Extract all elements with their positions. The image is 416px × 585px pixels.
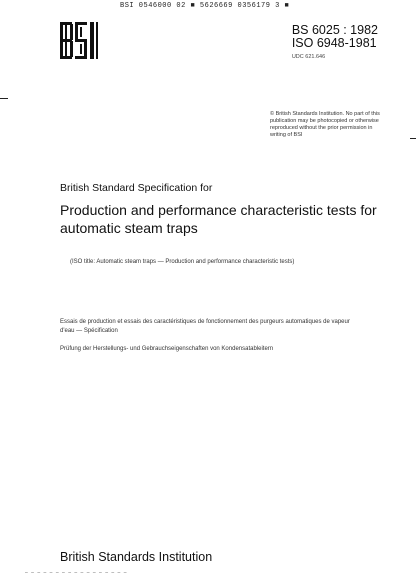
french-title: Essais de production et essais des caractéristiques de fonctionnement des purgeurs automatiques de vapeur d'eau — Spécification <box>60 319 350 334</box>
publisher-name: British Standards Institution <box>60 550 213 564</box>
catalog-header-line: BSI 0546000 02 ■ 5626669 0356179 3 ■ <box>120 2 290 10</box>
document-title: Production and performance characteristic tests for automatic steam traps <box>60 202 377 236</box>
bsi-logo-icon <box>60 22 100 59</box>
iso-number: ISO 6948-1981 <box>291 36 377 50</box>
bsi-logo <box>60 22 100 59</box>
copyright-note: © British Standards Institution. No part of this publication may be photocopied or otherwise reproduced without the prior permission in writing of BSI <box>270 111 380 138</box>
iso-title: (ISO title: Automatic steam traps — Production and performance characteristic tests) <box>70 259 295 265</box>
udc-number: UDC 621.646 <box>291 54 326 60</box>
standard-numbers <box>292 24 378 64</box>
right-margin-mark <box>410 138 416 139</box>
bs-number: BS 6025 : 1982 <box>291 23 378 37</box>
spec-label: British Standard Specification for <box>60 182 213 194</box>
german-title: Prüfung der Herstellungs- und Gebrauchseigenschaften von Kondensatableitern <box>60 346 274 352</box>
left-margin-mark <box>0 98 8 99</box>
footer-dash-line: – – – – – – – – – – – – – – – – – <box>25 570 128 576</box>
